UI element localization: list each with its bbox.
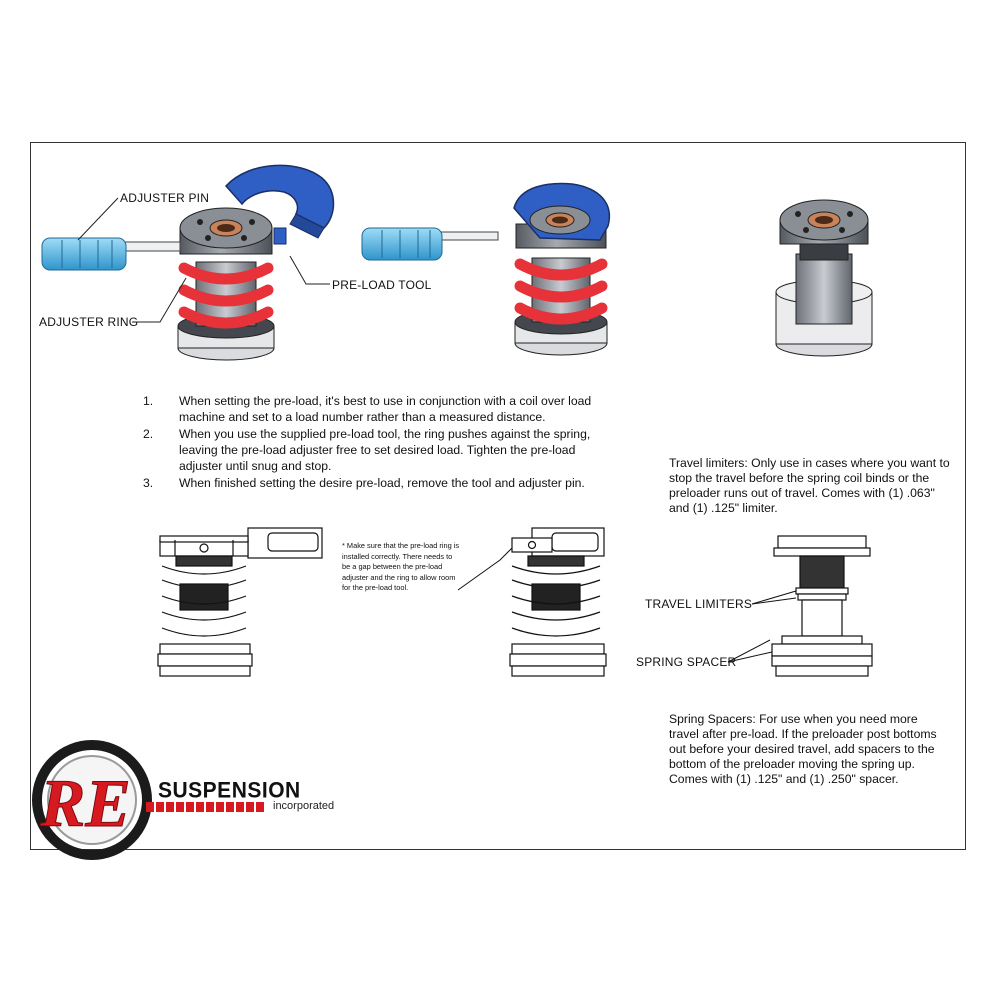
instruction-step [143, 475, 593, 491]
adjuster-pin-1 [42, 238, 180, 270]
instruction-steps [143, 393, 593, 492]
coilover-assembly-2 [514, 184, 609, 355]
travel-limiters-label: TRAVEL LIMITERS [645, 597, 753, 611]
step-text: When finished setting the desire pre-load, remove the tool and adjuster pin. [179, 476, 585, 490]
spring-spacer-label: SPRING SPACER [636, 655, 737, 669]
coilover-assembly-3 [776, 200, 872, 356]
step-number: 2. [143, 427, 154, 441]
line-drawing-3 [772, 536, 872, 676]
instruction-step [143, 393, 593, 425]
line-drawing-1 [158, 528, 322, 676]
instruction-step [143, 426, 593, 474]
step-text: When setting the pre-load, it's best to use in conjunction with a coil over load machine and set to a load number rather than a measured distance. [179, 394, 592, 424]
preload-ring-note: * Make sure that the pre-load ring is installed correctly. There needs to be a gap between the pre-load adjuster and the ring to allow room for the pre-load tool. [342, 541, 460, 593]
spring-spacers-description: Spring Spacers: For use when you need more travel after pre-load. If the preloader post bottoms out before your desired travel, add spacers to the bottom of the preloader moving the spring up. Comes with (1) .125" and (1) .250" spacer. [669, 712, 937, 786]
logo-subtitle: incorporated [273, 800, 335, 812]
coilover-assembly-1 [178, 208, 274, 360]
adjuster-pin-label: ADJUSTER PIN [120, 191, 210, 205]
logo-monogram: RE [40, 765, 131, 841]
step-text: When you use the supplied pre-load tool, the ring pushes against the spring, leaving the pre-load adjuster free to set desired load. Tighten the pre-load adjuster until snug and stop. [179, 427, 591, 473]
step-number: 3. [143, 476, 154, 490]
travel-limiters-description: Travel limiters: Only use in cases where you want to stop the travel before the spring coil binds or the preloader runs out of travel. Comes with (1) .063" and (1) .125" limiter. [669, 456, 950, 515]
logo-wordmark: SUSPENSION [158, 778, 301, 803]
adjuster-pin-2 [362, 228, 498, 260]
line-drawing-2 [510, 528, 606, 676]
step-number: 1. [143, 394, 154, 408]
adjuster-ring-label: ADJUSTER RING [39, 315, 139, 329]
preload-tool-label: PRE-LOAD TOOL [332, 278, 432, 292]
